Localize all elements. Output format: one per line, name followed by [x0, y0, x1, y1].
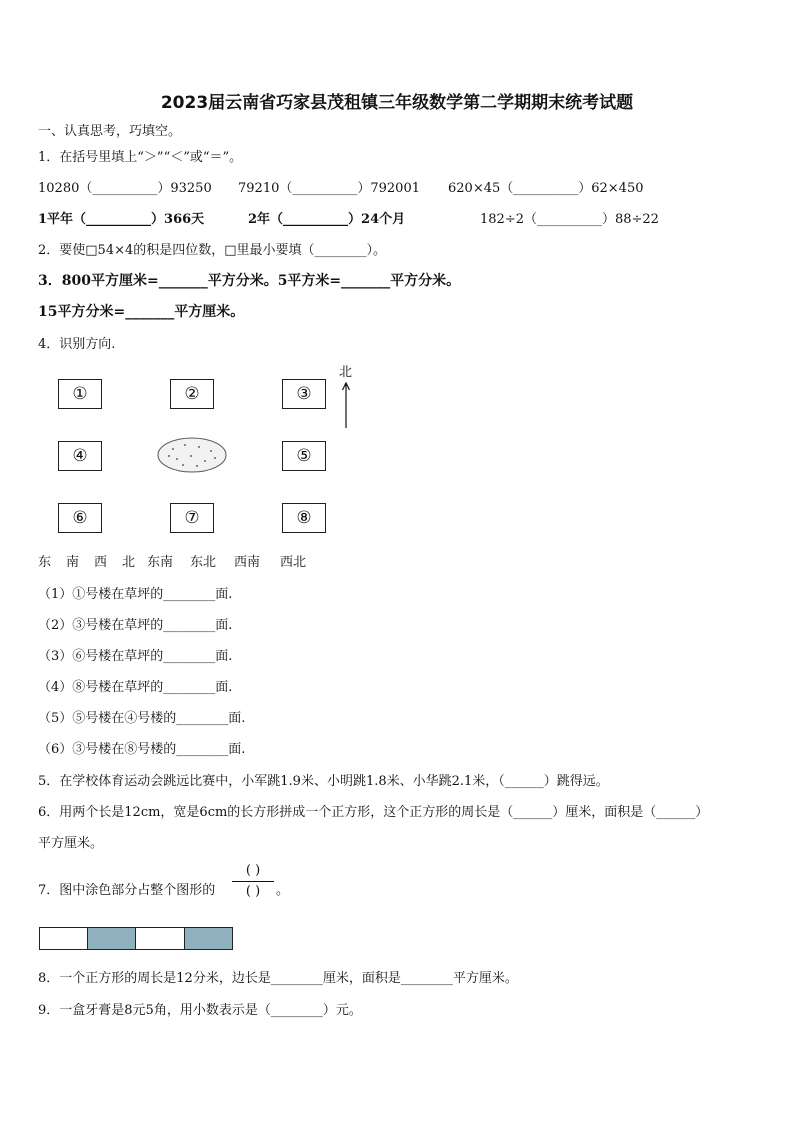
- building-box-2: ②: [170, 379, 214, 409]
- building-box-4: ④: [58, 441, 102, 471]
- section-heading: 一、认真思考，巧填空。: [38, 124, 182, 139]
- bar-segment-empty: [135, 927, 185, 950]
- question-3-line-1: 3．800平方厘米=_______平方分米。5平方米=_______平方分米。: [38, 273, 461, 289]
- question-5: 5．在学校体育运动会跳远比赛中，小军跳1.9米、小明跳1.8米、小华跳2.1米，（______）跳得远。: [38, 774, 609, 789]
- q4-subquestion: （5）⑤号楼在④号楼的________面.: [38, 711, 246, 726]
- question-9: 9．一盒牙膏是8元5角，用小数表示是（________）元。: [38, 1003, 362, 1018]
- question-4-stem: 4．识别方向.: [38, 337, 116, 352]
- q4-subquestion: （4）⑧号楼在草坪的________面.: [38, 680, 233, 695]
- bar-segment-empty: [39, 927, 88, 950]
- page-title: 2023届云南省巧家县茂租镇三年级数学第二学期期末统考试题: [160, 93, 634, 113]
- building-box-3: ③: [282, 379, 326, 409]
- question-3-line-2: 15平方分米=_______平方厘米。: [38, 304, 245, 320]
- q1-item: 79210（__________）792001: [238, 181, 420, 196]
- q4-subquestion: （6）③号楼在⑧号楼的________面.: [38, 742, 246, 757]
- building-box-1: ①: [58, 379, 102, 409]
- bar-segment-shaded: [184, 927, 233, 950]
- fraction-bar: [232, 881, 274, 882]
- north-label: 北: [339, 365, 353, 380]
- building-box-8: ⑧: [282, 503, 326, 533]
- building-box-7: ⑦: [170, 503, 214, 533]
- north-arrow-icon: [341, 381, 351, 429]
- question-1-stem: 1．在括号里填上“＞”“＜”或“＝”。: [38, 150, 243, 165]
- question-7-stem: 7．图中涂色部分占整个图形的: [38, 883, 216, 898]
- q1-item: 182÷2（__________）88÷22: [480, 212, 659, 227]
- direction-word: 西南: [234, 555, 261, 570]
- direction-word: 南: [66, 555, 80, 570]
- direction-word: 东: [38, 555, 52, 570]
- bar-segment-shaded: [87, 927, 136, 950]
- question-2: 2．要使□54×4的积是四位数，□里最小要填（________）。: [38, 243, 387, 258]
- fraction-denominator: ( ): [245, 884, 261, 899]
- question-7-end: 。: [276, 883, 290, 898]
- q4-subquestion: （1）①号楼在草坪的________面.: [38, 587, 233, 602]
- q1-item: 10280（__________）93250: [38, 181, 212, 196]
- q4-subquestion: （2）③号楼在草坪的________面.: [38, 618, 233, 633]
- question-8: 8．一个正方形的周长是12分米，边长是________厘米，面积是________平方厘米。: [38, 971, 518, 986]
- direction-word: 西北: [280, 555, 307, 570]
- q1-item: 620×45（__________）62×450: [448, 181, 644, 196]
- building-box-6: ⑥: [58, 503, 102, 533]
- fraction-numerator: ( ): [245, 863, 261, 878]
- direction-word: 西: [94, 555, 108, 570]
- building-box-5: ⑤: [282, 441, 326, 471]
- q1-item: 1平年（__________）366天: [38, 212, 205, 227]
- direction-word: 东北: [190, 555, 217, 570]
- q1-item: 2年（__________）24个月: [248, 212, 406, 227]
- question-6-line-2: 平方厘米。: [38, 836, 104, 851]
- question-6-line-1: 6．用两个长是12cm，宽是6cm的长方形拼成一个正方形，这个正方形的周长是（______）厘米，面积是（______）: [38, 805, 709, 820]
- q4-subquestion: （3）⑥号楼在草坪的________面.: [38, 649, 233, 664]
- lawn-ellipse: [155, 435, 229, 475]
- direction-word: 东南: [147, 555, 174, 570]
- direction-word: 北: [122, 555, 136, 570]
- fraction-blank: [232, 862, 274, 901]
